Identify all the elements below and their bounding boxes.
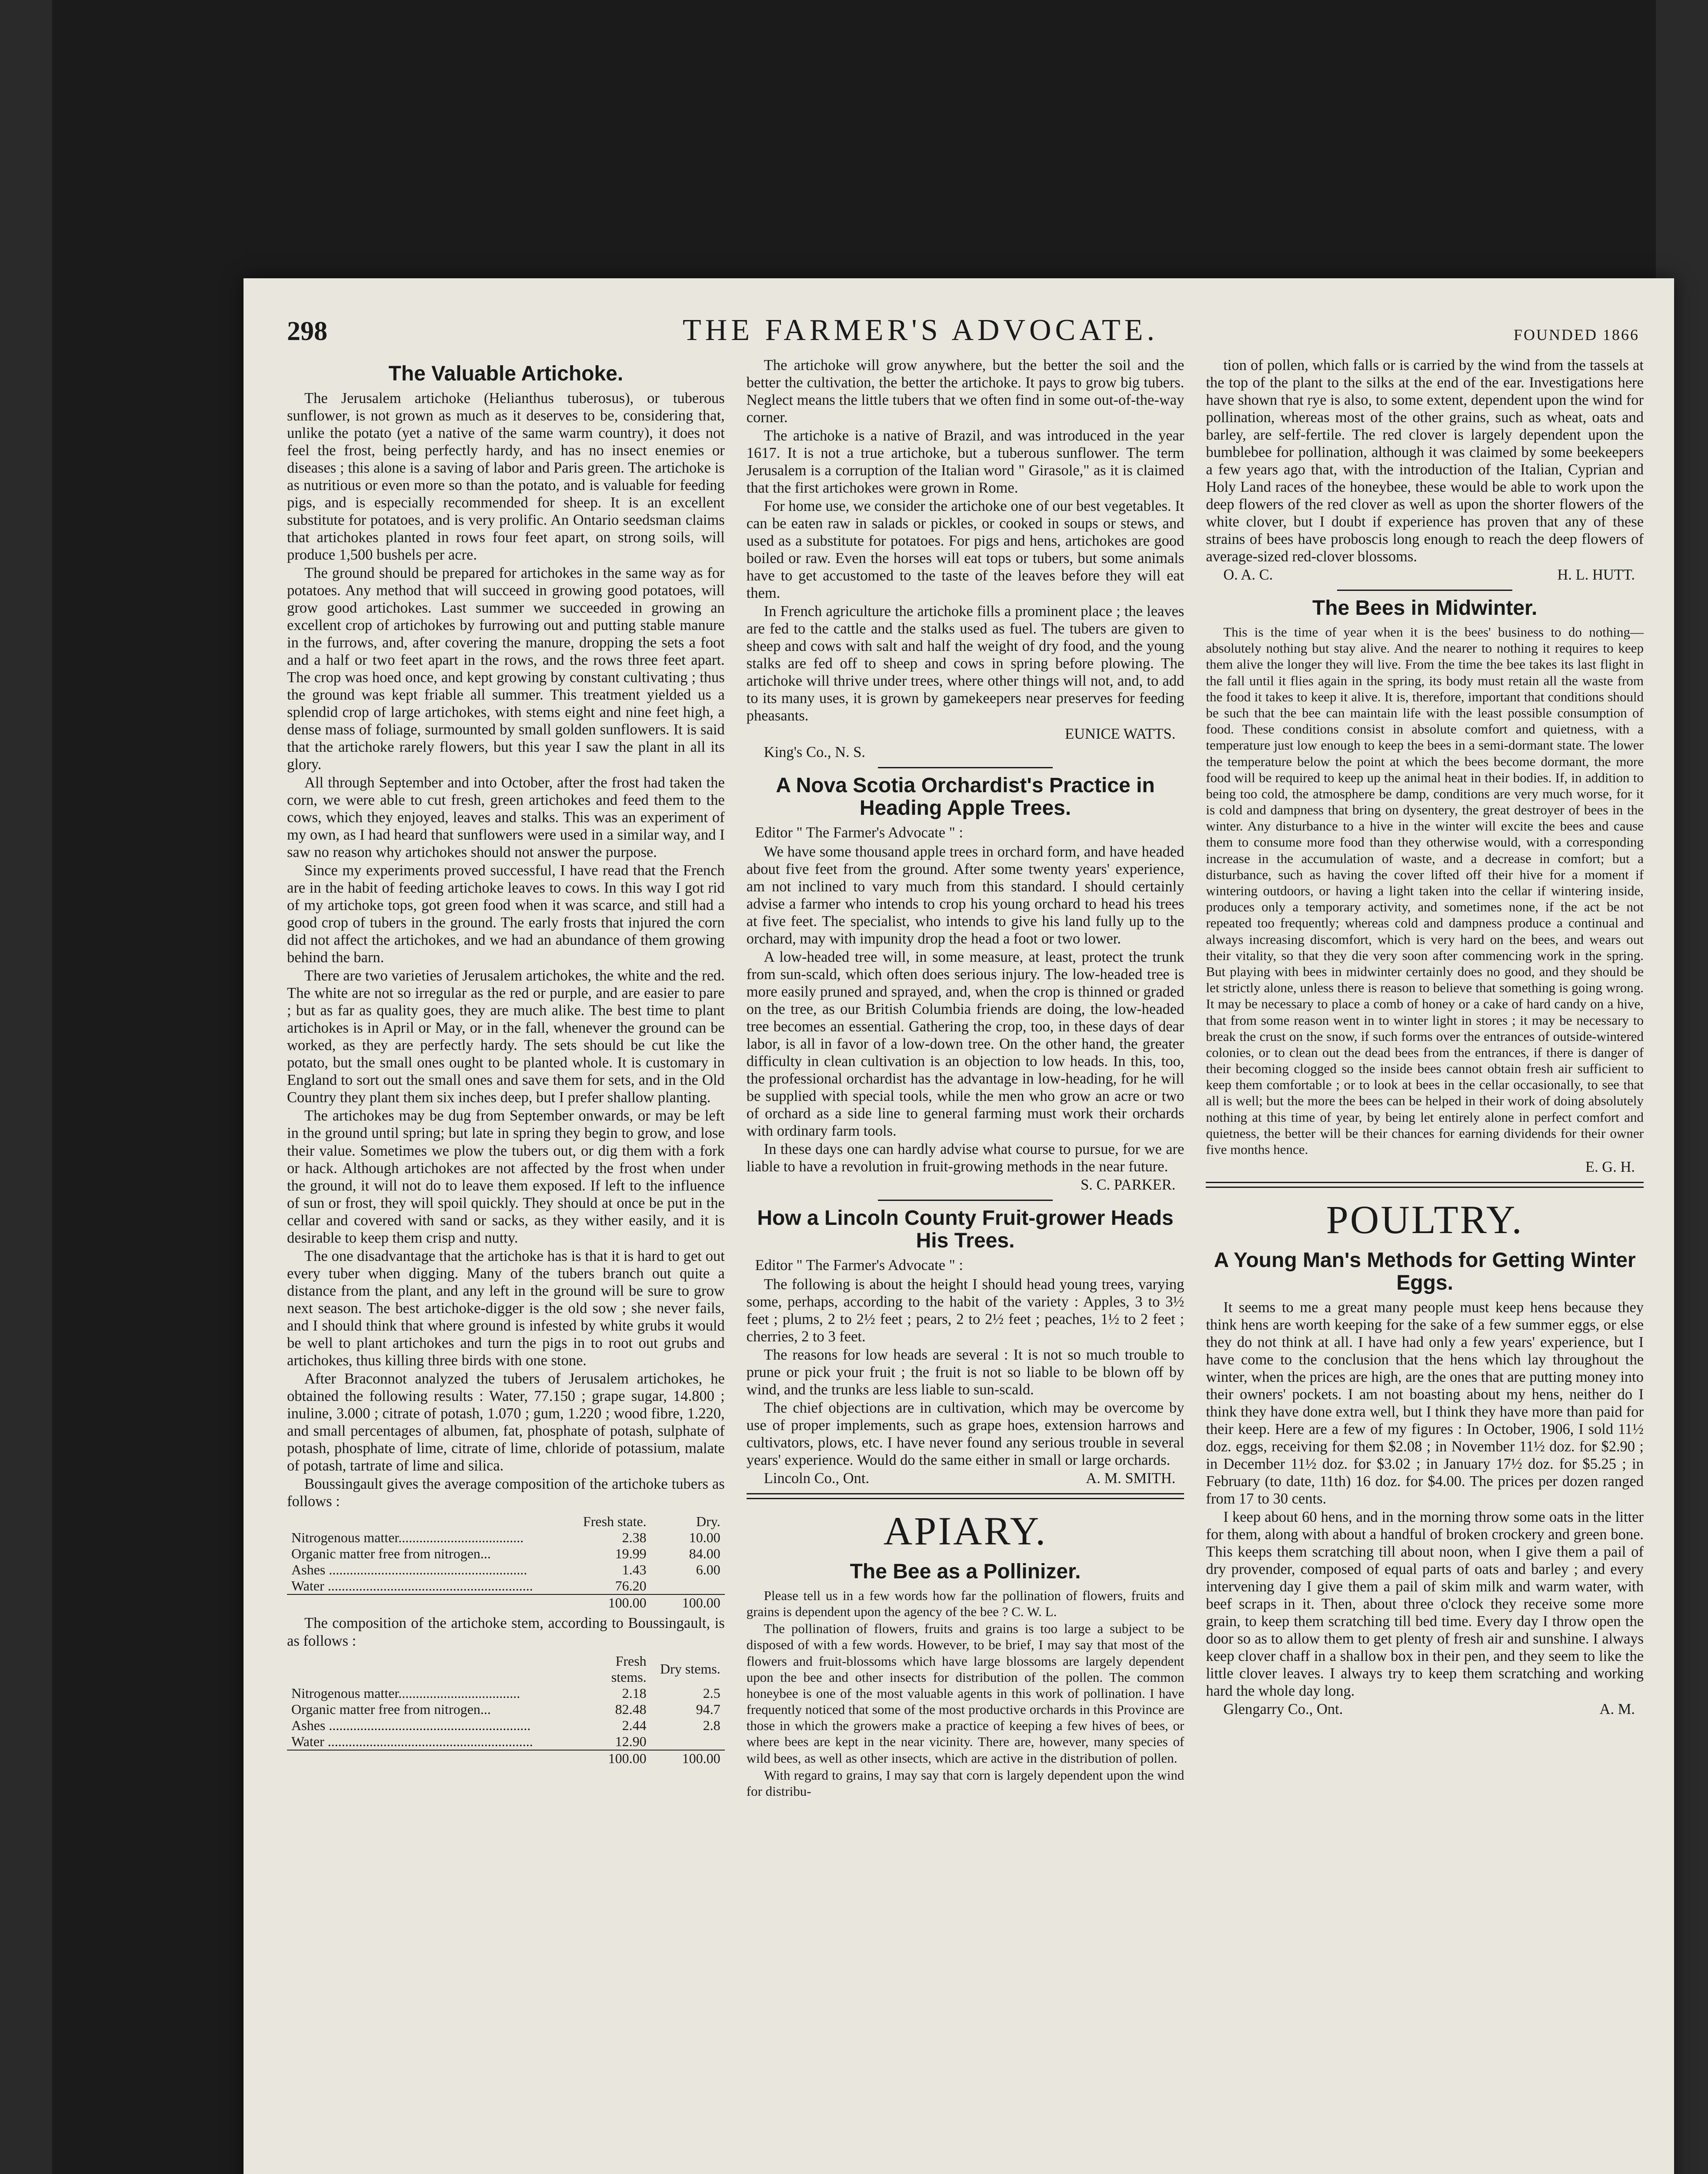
signature [1206,566,1644,584]
table-total-row [287,1750,725,1767]
paragraph: After Braconnot analyzed the tubers of Jerusalem artichokes, he obtained the following results : Water, 77.150 ; grape sugar, 14.800 ; inuline, 3.000 ; citrate of potash, 1.070 ; gum, 1.220 ; wood fibre, 1.220, and small percentages of albumen, fat, phosphate of potash, sulphate of potash, phosphate of lime, citrate of lime, chloride of potassium, malate of potash, tartrate of lime and silica. [287,1370,725,1474]
table-cell: Organic matter free from nitrogen... [291,1701,491,1717]
table-row [287,1685,725,1701]
tuber-composition-table [287,1514,725,1611]
table-header [287,1514,577,1530]
table-cell: 10.00 [689,1529,721,1545]
table-cell: 84.00 [689,1546,721,1562]
headline-valuable-artichoke: The Valuable Artichoke. [388,362,624,385]
section-apiary: APIARY. [883,1509,1047,1554]
paragraph: It seems to me a great many people must keep hens because they think hens are worth keeping for the sake of a few summer eggs, or else they do not think at all. I have had only a few years' experience, but I have come to the conclusion that the hens which lay throughout the winter, when the prices are high, are the ones that are putting money into their owners' pockets. I am not boasting about my hens, neither do I think they have done extra well, but I think they have more than paid for their keep. Here are a few of my figures : In October, 1906, I sold 11½ doz. eggs, receiving for them $2.08 ; in November 11½ doz. for $2.90 ; in December 11½ doz. for $3.02 ; in January 17½ doz. for $5.25 ; in February (to date, 11th) 16 doz. for $4.00. The prices per dozen ranged from 17 to 30 cents. [1206,1299,1644,1507]
table-cell: Ashes .......................................................... [291,1717,531,1733]
paragraph: In these days one can hardly advise what course to pursue, for we are liable to have a revolution in fruit-growing methods in the near future. [746,1141,1184,1175]
signature [1206,1701,1644,1718]
author-place: Glengarry Co., Ont. [1223,1701,1343,1717]
page-number: 298 [287,317,327,346]
paragraph: Boussingault gives the average composition of the artichoke tubers as follows : [287,1475,725,1510]
paragraph: This is the time of year when it is the bees' business to do nothing—absolutely nothing but stay alive. And the nearer to nothing it requires to keep them alive the longer they will live. From the time the bee takes its last flight in the fall until it flies again in the spring, its body must retain all the waste from the food it takes to keep it alive. It is, therefore, important that conditions should be such that the bee can maintain life with the least possible consumption of food. These conditions consist in absolute comfort and quietness, with a temperature just low enough to keep the bees in a semi-dormant state. The lower the temperature below the point at which the bees become dormant, the more food will be required to keep up the animal heat in their bodies. If, in addition to being too cold, the atmosphere be damp, conditions are very much worse, for it is cold and dampness that bring on dysentery, the great destroyer of bees in the winter. Any disturbance to a hive in the winter will excite the bees and cause them to consume more food than they otherwise would, with a corresponding increase in the accumulation of waste, and a decrease in comfort; but a disturbance, such as having the cover lifted off their hive for a moment if wintering outdoors, or having a light taken into the cellar if wintering inside, produces only a temporary activity, and sometimes none, if the act be not repeated too frequently; whereas cold and dampness produce a continual and always increasing discomfort, which is very hard on the bees, and wears out their vitality, so that they die very soon after commencing work in the spring. But playing with bees in midwinter certainly does no good, and they should be let strictly alone, unless there is reason to believe that something is going wrong. It may be necessary to place a comb of honey or a cake of hard candy on a hive, that from some reason went in to winter light in stores ; it may be necessary to break the crust on the snow, if such forms over the entrances of outside-wintered colonies, or to clean out the dead bees from the entrances, if there is danger of their becoming clogged so the inside bees cannot obtain fresh air sufficient to keep them comfortable ; or to look at bees in the cellar occasionally, to see that all is well; but the more the bees can be helped in their work of doing absolutely nothing at this time of year, by being let entirely alone in perfect comfort and quietness, the better will be their chances for earning dividends for their owner five months hence. [1206,624,1644,1157]
paragraph: For home use, we consider the artichoke one of our best vegetables. It can be eaten raw in salads or pickles, or cooked in soups or stews, and used as a substitute for potatoes. For pigs and hens, artichokes are good boiled or raw. Even the horses will eat tops or tubers, but some animals have to get accustomed to the taste of the leaves before they will eat them. [746,498,1184,602]
table-header [287,1653,577,1685]
paragraph: tion of pollen, which falls or is carried by the wind from the tassels at the top of the plant to the silks at the end of the ear. Investigations here have shown that rye is also, to some extent, dependent upon the wind for pollination, whereas most of the other grains, such as wheat, oats and barley, are self-fertile. The red clover is largely dependent upon the bumblebee for pollination, although it was claimed by some beekeepers a few years ago that, with the introduction of the Italian, Cyprian and Holy Land races of the honeybee, these would be able to work upon the deep flowers of the red clover as well as upon the shorter flowers of the white clover, but I doubt if experience has proven that any of these strains of bees have proboscis long enough to reach the deep flowers of average-sized red-clover blossoms. [1206,357,1644,565]
author-name: EUNICE WATTS. [1065,726,1176,743]
table-cell: Water ........................................................... [291,1578,533,1594]
paragraph: Please tell us in a few words how far the pollination of flowers, fruits and grains is dependent upon the agency of the bee ? C. W. L. [746,1587,1184,1619]
paragraph: The artichoke will grow anywhere, but the better the soil and the better the cultivation, the better the artichoke. It pays to grow big tubers. Neglect means the little tubers that we often find in some out-of-the-way corner. [746,357,1184,426]
signature [747,1470,1184,1487]
table-cell: Organic matter free from nitrogen... [291,1546,491,1562]
paragraph: The Jerusalem artichoke (Helianthus tuberosus), or tuberous sunflower, is not grown as much as it deserves to be, considering that, unlike the potato (yet a native of the same warm country), it does not feel the frost, being perfectly hardy, and has no insect enemies or diseases ; this alone is a saving of labor and Paris green. The artichoke is as nutritious or even more so than the potato, and is valuable for feeding pigs, and is especially recommended for sheep. It is an excellent substitute for potatoes, and is very prolific. An Ontario seedsman claims that artichokes planted in rows four feet apart, on strong soils, will produce 1,500 bushels per acre. [287,390,725,563]
table-header: Fresh stems. [611,1653,647,1685]
table-row [287,1578,725,1594]
table-row [287,1562,725,1578]
author-name: A. M. SMITH. [1086,1470,1176,1487]
paragraph: The composition of the artichoke stem, according to Boussingault, is as follows : [287,1615,725,1649]
table-total-row [287,1594,725,1611]
table-cell: 2.5 [703,1685,721,1701]
table-cell: 100.00 [577,1594,651,1611]
table-cell: 1.43 [622,1562,647,1578]
section-poultry: POULTRY. [1326,1197,1524,1242]
table-row [287,1701,725,1717]
editor-line: Editor " The Farmer's Advocate " : [755,1257,963,1274]
founded-line: FOUNDED 1866 [1513,326,1639,343]
column-3 [1206,357,1644,1800]
table-cell: 2.8 [703,1717,721,1733]
table-header: Fresh state. [583,1513,647,1529]
article-columns [270,357,1644,1800]
divider [1337,590,1512,591]
section-divider [747,1493,1184,1499]
author-name: E. G. H. [1585,1159,1635,1176]
table-cell: 6.00 [696,1562,721,1578]
paragraph: The chief objections are in cultivation, which may be overcome by use of proper implements, such as grape hoes, extension harrows and cultivators, plows, etc. I have never found any serious trouble in several years' experience. Would do the same either in small or large orchards. [746,1400,1184,1469]
paragraph: We have some thousand apple trees in orchard form, and have headed about five feet from the ground. After some twenty years' experience, am not inclined to vary much from this standard. I should certainly advise a farmer who intends to crop his young orchard to head his trees at five feet. The specialist, who intends to give his land fully up to the orchard, may with impunity drop the head a foot or two lower. [746,844,1184,947]
table-row [287,1734,725,1750]
table-cell [651,1734,725,1750]
table-cell: 82.48 [615,1701,647,1717]
paragraph: The pollination of flowers, fruits and grains is too large a subject to be disposed of with a few words. However, to be brief, I may say that most of the flowers and fruit-blossoms which have large blossoms are largely dependent upon the bee and other insects for distribution of the pollen. The common honeybee is one of the most valuable agents in this work of pollination. I have frequently noticed that some of the most productive orchards in this Province are those in which the growers make a practice of keeping a few hives of bees, or where bees are kept in the near vicinity. There are, however, many species of wild bees, as well as other insects, which are active in the distribution of pollen. [746,1621,1184,1766]
table-header: Dry. [696,1513,721,1529]
column-1 [287,357,725,1800]
table-cell: 100.00 [577,1750,651,1767]
headline-lincoln-county: How a Lincoln County Fruit-grower Heads His Trees. [757,1207,1174,1253]
headline-winter-eggs: A Young Man's Methods for Getting Winter Eggs. [1214,1248,1636,1294]
table-row [287,1530,725,1546]
table-cell: 94.7 [696,1701,721,1717]
paragraph: In French agriculture the artichoke fills a prominent place ; the leaves are fed to the cattle and the stalks used as fuel. The tubers are given to sheep and cows with salt and half the weight of dry food, and the young stalks are fed off to sheep and cows in spring before plowing. The artichoke will thrive under trees, where other things will not, and, to add to its many uses, it is grown by gamekeepers near preserves for feeding pheasants. [746,603,1184,724]
signature-place [747,744,1184,761]
table-cell: 2.44 [622,1717,647,1733]
table-row [287,1546,725,1562]
headline-bees-midwinter: The Bees in Midwinter. [1312,597,1538,620]
table-cell [287,1594,577,1611]
masthead [270,313,1644,357]
paragraph: Since my experiments proved successful, I have read that the French are in the habit of feeding artichoke leaves to cows. In this way I got rid of my artichoke tops, got green food when it was scarce, and still had a good crop of tubers in the ground. The early frosts that injured the corn did not affect the artichokes, and we had an abundance of them growing behind the barn. [287,862,725,966]
signature [747,725,1184,743]
divider [878,1200,1053,1201]
table-row [287,1717,725,1734]
paragraph: A low-headed tree will, in some measure, at least, protect the trunk from sun-scald, which often does serious injury. The low-headed tree is more easily pruned and sprayed, and, when the crop is thinned or graded on the tree, as our British Columbia friends are doing, the low-headed tree becomes an essential. Gathering the crop, too, in these days of dear labor, is all in favor of a low-down tree. On the other hand, the greater difficulty in clean cultivation is an objection to low heads. In this, too, the professional orchardist has the advantage in low-heading, for he will be supplied with special tools, while the men who grow an acre or two of orchard as a side line to general farming must work their orchards with ordinary farm tools. [746,949,1184,1140]
table-cell: Nitrogenous matter.................................... [291,1529,524,1545]
author-name: S. C. PARKER. [1081,1177,1176,1194]
table-header: Dry stems. [660,1661,721,1677]
table-cell [287,1750,577,1767]
table-cell: Nitrogenous matter................................... [291,1685,520,1701]
table-cell: 2.18 [622,1685,647,1701]
table-cell: 100.00 [651,1594,725,1611]
signature [1206,1158,1644,1176]
table-cell: 100.00 [651,1750,725,1767]
film-strip-left [0,0,52,2174]
headline-bee-pollinizer: The Bee as a Pollinizer. [850,1560,1081,1583]
author-place: King's Co., N. S. [764,744,866,761]
table-cell: 2.38 [622,1529,647,1545]
paragraph: The artichokes may be dug from September onwards, or may be left in the ground until spring; but late in spring they begin to grow, and lose their value. Sometimes we plow the tubers out, or dig them with a fork or hack. Although artichokes are not affected by the frost when under the ground, it will not do to leave them exposed. If left to the influence of sun or frost, they will spoil quickly. They should at once be put in the cellar and covered with sand or sacks, as they wither easily, and it is desirable to keep them crisp and nutty. [287,1107,725,1246]
column-2 [747,357,1184,1800]
newspaper-page [244,278,1674,2174]
table-cell: Ashes ......................................................... [291,1562,527,1578]
paper-title: THE FARMER'S ADVOCATE. [682,313,1159,347]
table-cell: Water ........................................................... [291,1734,533,1750]
divider [878,767,1053,768]
editor-line: Editor " The Farmer's Advocate " : [755,824,963,841]
paragraph: The reasons for low heads are several : It is not so much trouble to prune or pick your fruit ; the fruit is not so liable to be blown off by wind, and the trunks are less liable to sun-scald. [746,1347,1184,1398]
table-cell: 19.99 [615,1546,647,1562]
author-name: H. L. HUTT. [1557,567,1635,584]
paragraph: The artichoke is a native of Brazil, and was introduced in the year 1617. It is not a true artichoke, but a tuberous sunflower. The term Jerusalem is a corruption of the Italian word " Girasole," as it is claimed that the first artichokes were grown in Rome. [746,427,1184,497]
paragraph: All through September and into October, after the frost had taken the corn, we were able to cut fresh, green artichokes and feed them to the cows, which they enjoyed, leaves and stalks. This was an experiment of my own, as I had heard that sunflowers were used in a similar way, and I saw no reason why artichokes should not answer the purpose. [287,774,725,861]
author-place: O. A. C. [1223,567,1273,584]
table-cell [651,1578,725,1594]
author-place: Lincoln Co., Ont. [764,1470,870,1487]
paragraph: The following is about the height I should head young trees, varying some, perhaps, according to the habit of the variety : Apples, 3 to 3½ feet ; plums, 2 to 2½ feet ; pears, 2 to 2½ feet ; peaches, 1½ to 2 feet ; cherries, 2 to 3 feet. [746,1276,1184,1345]
paragraph: The one disadvantage that the artichoke has is that it is hard to get out every tuber when digging. Many of the tubers branch out quite a distance from the plant, and any left in the ground will be sure to grow next season. The best artichoke-digger is the old sow ; she never fails, and I should think that where ground is infested by white grubs it would be well to plant artichokes and turn the pigs in to root out grubs and artichokes, thus killing three birds with one stone. [287,1247,725,1369]
author-name: A. M. [1599,1701,1635,1717]
paragraph: There are two varieties of Jerusalem artichokes, the white and the red. The white are not so irregular as the red or purple, and are easier to pare ; but as far as quality goes, they are much alike. The best time to plant artichokes is in April or May, or in the fall, whenever the ground can be worked, as they are perfectly hardy. The sets should be cut like the potato, but the small ones ought to be planted whole. It is customary in England to sort out the small ones and save them for sets, and in the Old Country they plant them six inches deep, but I prefer shallow planting. [287,967,725,1106]
stem-composition-table [287,1653,725,1767]
headline-nova-scotia: A Nova Scotia Orchardist's Practice in Heading Apple Trees. [776,774,1155,820]
section-divider [1206,1182,1644,1188]
paragraph: The ground should be prepared for artichokes in the same way as for potatoes. Any method that will succeed in growing good potatoes, will grow good artichokes. Last summer we succeeded in growing an excellent crop of artichokes by furrowing out and putting stable manure in the furrows, and, after covering the manure, dropping the sets a foot and a half or two feet apart in the rows, and the rows three feet apart. The crop was hoed once, and kept growing by constant cultivating ; thus the ground was kept friable all summer. This treatment yielded us a splendid crop of large artichokes, with stems eight and nine feet high, a dense mass of foliage, surmounted by small golden sunflowers. It is said that the artichoke rarely flowers, but this year I saw the plant in all its glory. [287,564,725,773]
paragraph: With regard to grains, I may say that corn is largely dependent upon the wind for distribu- [746,1767,1184,1799]
table-cell: 76.20 [615,1578,647,1594]
signature [747,1176,1184,1194]
paragraph: I keep about 60 hens, and in the morning throw some oats in the litter for them, along with about a handful of broken crockery and green bone. This keeps them scratching till about noon, when I give them a pail of dry provender, composed of equal parts of oats and barley ; and every intervening day I give them a pail of skim milk and warm water, with beef scraps in it. Then, about three o'clock they receive some more grain, to keep them scratching till bed time. Every day I throw open the door so as to allow them to get plenty of fresh air and sunshine. I always keep clover chaff in a shallow box in their pen, and they seem to like the little clover leaves. I always try to keep them scratching and working hard the whole day long. [1206,1508,1644,1699]
table-cell: 12.90 [615,1734,647,1750]
